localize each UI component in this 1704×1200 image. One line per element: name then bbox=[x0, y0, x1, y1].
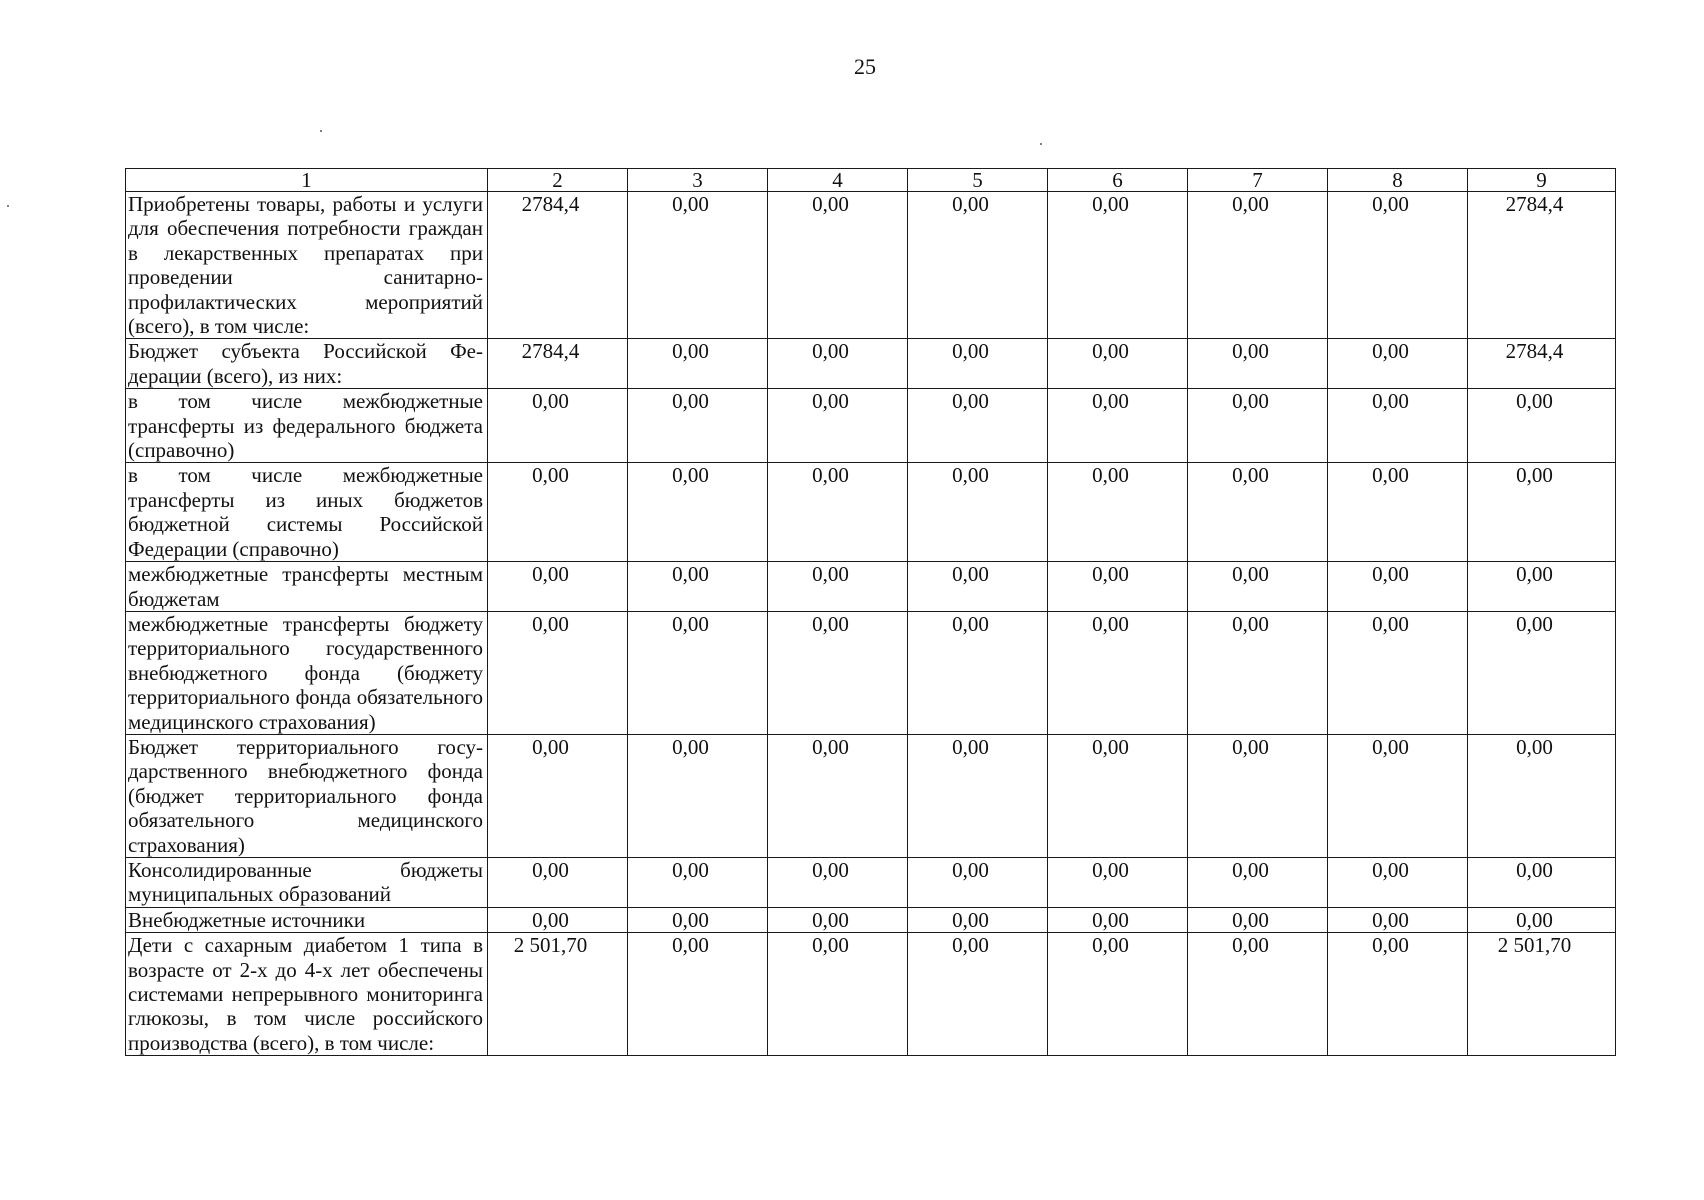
row-value: 0,00 bbox=[1048, 611, 1188, 734]
row-label: в том числе межбюджетные трансферты из иных бюджетов бюджетной системы Российской Федерации (справочно) bbox=[126, 463, 488, 562]
row-value: 0,00 bbox=[488, 562, 628, 612]
row-label: межбюджетные трансферты местным бюджетам bbox=[126, 562, 488, 612]
row-value: 0,00 bbox=[908, 857, 1048, 907]
row-value: 0,00 bbox=[1468, 389, 1616, 463]
row-value: 0,00 bbox=[1188, 857, 1328, 907]
row-value: 0,00 bbox=[908, 463, 1048, 562]
row-value: 0,00 bbox=[768, 562, 908, 612]
row-value: 0,00 bbox=[768, 857, 908, 907]
row-value: 0,00 bbox=[488, 611, 628, 734]
table-row bbox=[126, 339, 1616, 389]
column-header-9: 9 bbox=[1468, 169, 1616, 192]
row-value: 0,00 bbox=[768, 339, 908, 389]
budget-table bbox=[125, 168, 1616, 1056]
row-value: 0,00 bbox=[1048, 463, 1188, 562]
row-label: Консолидированные бюджеты муниципальных образований bbox=[126, 857, 488, 907]
row-value: 0,00 bbox=[908, 562, 1048, 612]
row-value: 0,00 bbox=[768, 611, 908, 734]
row-value: 0,00 bbox=[908, 611, 1048, 734]
row-label: Бюджет субъекта Российской Федерации (всего), из них: bbox=[126, 339, 488, 389]
row-value: 0,00 bbox=[1048, 389, 1188, 463]
row-value: 0,00 bbox=[1468, 562, 1616, 612]
row-value: 0,00 bbox=[628, 933, 768, 1056]
row-label: Приобретены товары, работы и услуги для обеспечения потребности граждан в лекарственных препаратах при проведении санитарно-профилактических мероприятий (всего), в том числе: bbox=[126, 192, 488, 339]
column-header-7: 7 bbox=[1188, 169, 1328, 192]
row-value: 0,00 bbox=[1048, 933, 1188, 1056]
header-row bbox=[126, 169, 1616, 192]
row-label: межбюджетные трансферты бюджету территориального государственного внебюджетного фонда (бюджету территориального фонда обязательного медицинского страхования) bbox=[126, 611, 488, 734]
row-value: 0,00 bbox=[628, 389, 768, 463]
row-value: 0,00 bbox=[1328, 907, 1468, 932]
row-value: 0,00 bbox=[768, 192, 908, 339]
row-value: 0,00 bbox=[1328, 463, 1468, 562]
row-value: 0,00 bbox=[908, 933, 1048, 1056]
row-value: 2784,4 bbox=[1468, 192, 1616, 339]
table-row bbox=[126, 907, 1616, 932]
column-header-3: 3 bbox=[628, 169, 768, 192]
row-value: 0,00 bbox=[1328, 389, 1468, 463]
table-row bbox=[126, 192, 1616, 339]
row-value: 0,00 bbox=[1188, 933, 1328, 1056]
row-value: 0,00 bbox=[1468, 611, 1616, 734]
row-value: 0,00 bbox=[488, 734, 628, 857]
table-row bbox=[126, 562, 1616, 612]
row-value: 0,00 bbox=[628, 907, 768, 932]
row-value: 0,00 bbox=[768, 907, 908, 932]
row-value: 0,00 bbox=[768, 463, 908, 562]
row-value: 2 501,70 bbox=[1468, 933, 1616, 1056]
row-value: 2784,4 bbox=[1468, 339, 1616, 389]
row-value: 0,00 bbox=[1048, 907, 1188, 932]
row-value: 0,00 bbox=[1468, 463, 1616, 562]
row-label: Бюджет территориального государственного внебюджетного фонда (бюджет территориального фонда обязательного медицинского страхования) bbox=[126, 734, 488, 857]
row-value: 0,00 bbox=[1468, 734, 1616, 857]
table-row bbox=[126, 389, 1616, 463]
table-row bbox=[126, 857, 1616, 907]
row-label: в том числе межбюджетные трансферты из федерального бюджета (справочно) bbox=[126, 389, 488, 463]
row-value: 0,00 bbox=[628, 339, 768, 389]
scan-speck bbox=[320, 130, 322, 132]
row-value: 0,00 bbox=[1188, 907, 1328, 932]
row-label: Внебюджетные источники bbox=[126, 907, 488, 932]
row-value: 0,00 bbox=[1188, 734, 1328, 857]
row-value: 0,00 bbox=[1188, 192, 1328, 339]
row-value: 0,00 bbox=[1188, 611, 1328, 734]
row-value: 0,00 bbox=[628, 611, 768, 734]
table-body bbox=[126, 192, 1616, 1056]
row-value: 0,00 bbox=[488, 907, 628, 932]
row-value: 0,00 bbox=[1048, 339, 1188, 389]
row-value: 0,00 bbox=[908, 907, 1048, 932]
row-value: 2 501,70 bbox=[488, 933, 628, 1056]
row-value: 0,00 bbox=[628, 562, 768, 612]
row-value: 0,00 bbox=[768, 389, 908, 463]
row-value: 0,00 bbox=[908, 389, 1048, 463]
row-value: 0,00 bbox=[1468, 857, 1616, 907]
row-value: 0,00 bbox=[488, 857, 628, 907]
scan-speck bbox=[7, 205, 9, 207]
row-value: 0,00 bbox=[1328, 339, 1468, 389]
row-value: 0,00 bbox=[1048, 562, 1188, 612]
row-value: 0,00 bbox=[1468, 907, 1616, 932]
row-value: 0,00 bbox=[488, 463, 628, 562]
row-value: 0,00 bbox=[1188, 562, 1328, 612]
row-value: 0,00 bbox=[1328, 857, 1468, 907]
row-value: 0,00 bbox=[1328, 734, 1468, 857]
column-header-1: 1 bbox=[126, 169, 488, 192]
row-value: 2784,4 bbox=[488, 192, 628, 339]
table-header bbox=[126, 169, 1616, 192]
row-value: 2784,4 bbox=[488, 339, 628, 389]
row-value: 0,00 bbox=[628, 857, 768, 907]
row-value: 0,00 bbox=[1188, 389, 1328, 463]
row-value: 0,00 bbox=[768, 933, 908, 1056]
row-value: 0,00 bbox=[628, 734, 768, 857]
table-row bbox=[126, 463, 1616, 562]
row-value: 0,00 bbox=[628, 192, 768, 339]
row-value: 0,00 bbox=[1188, 463, 1328, 562]
column-header-2: 2 bbox=[488, 169, 628, 192]
row-value: 0,00 bbox=[1328, 562, 1468, 612]
table-row bbox=[126, 734, 1616, 857]
row-value: 0,00 bbox=[1328, 611, 1468, 734]
scan-speck bbox=[1040, 143, 1042, 145]
row-label: Дети с сахарным диабетом 1 типа в возрасте от 2-х до 4-х лет обеспечены системами непрерывного мониторинга глюкозы, в том числе российского производства (всего), в том числе: bbox=[126, 933, 488, 1056]
column-header-6: 6 bbox=[1048, 169, 1188, 192]
page-number: 25 bbox=[854, 54, 876, 79]
row-value: 0,00 bbox=[628, 463, 768, 562]
column-header-4: 4 bbox=[768, 169, 908, 192]
column-header-5: 5 bbox=[908, 169, 1048, 192]
row-value: 0,00 bbox=[908, 339, 1048, 389]
table-row bbox=[126, 933, 1616, 1056]
row-value: 0,00 bbox=[1328, 192, 1468, 339]
row-value: 0,00 bbox=[908, 192, 1048, 339]
row-value: 0,00 bbox=[1328, 933, 1468, 1056]
row-value: 0,00 bbox=[768, 734, 908, 857]
row-value: 0,00 bbox=[908, 734, 1048, 857]
row-value: 0,00 bbox=[1048, 192, 1188, 339]
row-value: 0,00 bbox=[1188, 339, 1328, 389]
column-header-8: 8 bbox=[1328, 169, 1468, 192]
table-row bbox=[126, 611, 1616, 734]
row-value: 0,00 bbox=[488, 389, 628, 463]
row-value: 0,00 bbox=[1048, 734, 1188, 857]
row-value: 0,00 bbox=[1048, 857, 1188, 907]
